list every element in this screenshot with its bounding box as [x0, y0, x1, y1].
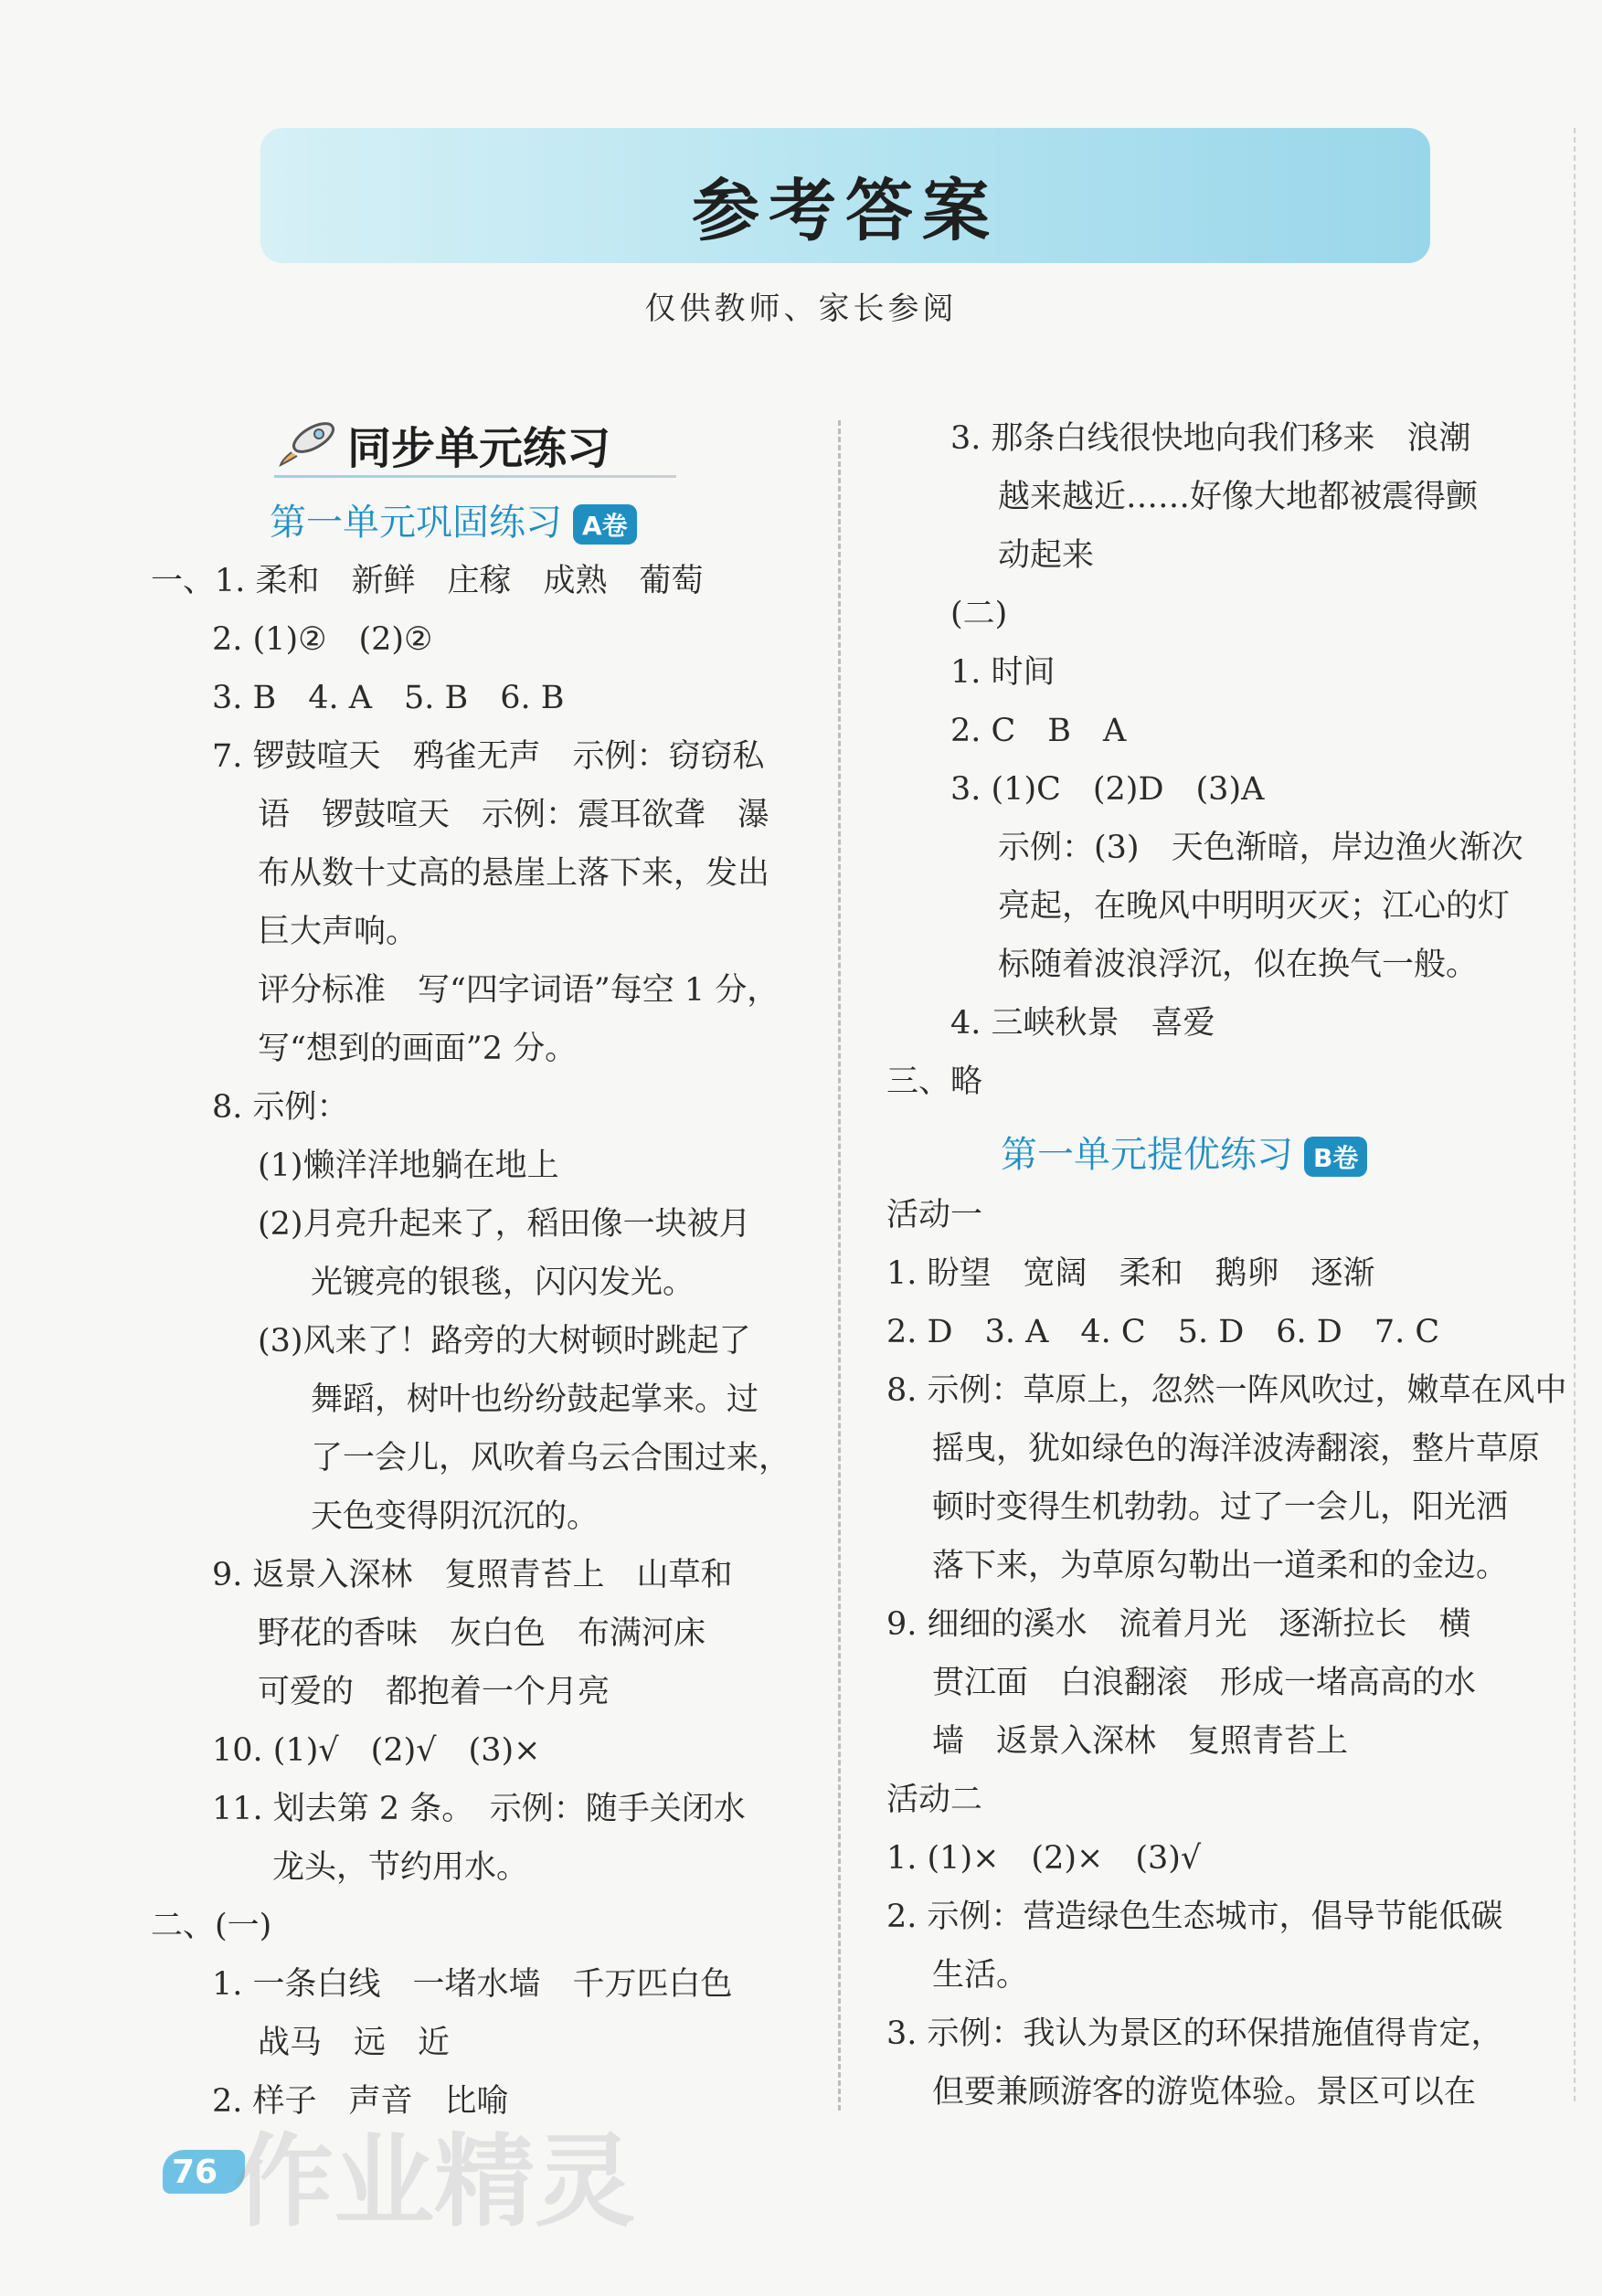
- left-line-16: 了一会儿，风吹着乌云合围过来，: [311, 1440, 791, 1476]
- right-line-27: 3. 示例：我认为景区的环保措施值得肯定，: [886, 2016, 1503, 2052]
- right-line-8: 示例：(3) 天色渐暗，岸边渔火渐次: [998, 830, 1523, 866]
- unit-a-heading: [270, 493, 637, 545]
- left-line-13: 光镀亮的银毯，闪闪发光。: [311, 1264, 695, 1301]
- page-title: 参考答案: [692, 172, 999, 250]
- left-line-20: 可爱的 都抱着一个月亮: [258, 1674, 610, 1710]
- right-line-7: 3. (1)C (2)D (3)A: [950, 771, 1265, 808]
- left-line-22: 11. 划去第 2 条。 示例：随手关闭水: [212, 1791, 746, 1827]
- left-line-4: 7. 锣鼓喧天 鸦雀无声 示例：窃窃私: [212, 738, 765, 775]
- right-line-24: 1. (1)× (2)× (3)√: [886, 1840, 1202, 1877]
- right-line-3: 动起来: [998, 537, 1095, 574]
- right-line-23: 活动二: [886, 1782, 983, 1818]
- unit-a-title: 第一单元巩固练习: [270, 502, 562, 544]
- right-line-20: 9. 细细的溪水 流着月光 逐渐拉长 横: [886, 1606, 1471, 1643]
- left-line-19: 野花的香味 灰白色 布满河床: [258, 1615, 706, 1652]
- right-line-4: (二): [950, 596, 1008, 632]
- title-banner: [260, 128, 1430, 263]
- right-line-10: 标随着波浪浮沉，似在换气一般。: [998, 947, 1479, 983]
- right-line-6: 2. C B A: [950, 713, 1127, 749]
- right-line-11: 4. 三峡秋景 喜爱: [950, 1005, 1215, 1042]
- watermark: 作业精灵: [233, 2123, 635, 2240]
- left-line-2: 2. (1)② (2)②: [212, 621, 433, 658]
- left-line-11: (1)懒洋洋地躺在地上: [258, 1148, 559, 1184]
- right-line-13: 活动一: [886, 1197, 983, 1233]
- left-line-6: 布从数十丈高的悬崖上落下来，发出: [258, 855, 770, 892]
- right-line-2: 越来越近……好像大地都被震得颤: [998, 479, 1479, 515]
- unit-b-title: 第一单元提优练习: [1001, 1134, 1293, 1176]
- right-line-25: 2. 示例：营造绿色生态城市，倡导节能低碳: [886, 1899, 1503, 1935]
- section-underline: [274, 475, 676, 478]
- left-line-8: 评分标准 写“四字词语”每空 1 分，: [258, 972, 780, 1009]
- left-line-12: (2)月亮升起来了，稻田像一块被月: [258, 1206, 751, 1243]
- left-line-14: (3)风来了！路旁的大树顿时跳起了: [258, 1323, 751, 1360]
- page-subtitle: 仅供教师、家长参阅: [644, 291, 958, 327]
- right-line-5: 1. 时间: [950, 654, 1056, 691]
- right-line-21: 贯江面 白浪翻滚 形成一堵高高的水: [932, 1665, 1477, 1701]
- unit-b-heading: [1001, 1126, 1367, 1178]
- right-line-19: 落下来，为草原勾勒出一道柔和的金边。: [932, 1548, 1509, 1584]
- right-line-26: 生活。: [932, 1957, 1029, 1994]
- left-line-7: 巨大声响。: [258, 914, 419, 950]
- right-line-9: 亮起，在晚风中明明灭灭；江心的灯: [998, 888, 1511, 925]
- left-line-10: 8. 示例：: [212, 1089, 349, 1126]
- right-line-16: 8. 示例：草原上，忽然一阵风吹过，嫩草在风中: [886, 1372, 1567, 1409]
- right-line-17: 摇曳，犹如绿色的海洋波涛翻滚，整片草原: [932, 1431, 1541, 1467]
- right-line-28: 但要兼顾游客的游览体验。景区可以在: [932, 2074, 1477, 2111]
- right-line-14: 1. 盼望 宽阔 柔和 鹅卵 逐渐: [886, 1255, 1375, 1292]
- left-line-21: 10. (1)√ (2)√ (3)×: [212, 1732, 541, 1769]
- column-divider: [838, 420, 841, 2111]
- left-line-5: 语 锣鼓喧天 示例：震耳欲聋 瀑: [258, 797, 770, 833]
- rocket-icon: [279, 416, 339, 471]
- right-line-12: 三、略: [886, 1063, 983, 1100]
- right-line-1: 3. 那条白线很快地向我们移来 浪潮: [950, 420, 1471, 457]
- left-line-24: 二、(一): [151, 1908, 272, 1944]
- left-line-17: 天色变得阴沉沉的。: [311, 1498, 599, 1535]
- unit-b-badge: B卷: [1304, 1137, 1367, 1177]
- margin-divider: [1574, 128, 1575, 2101]
- left-line-23: 龙头，节约用水。: [272, 1849, 529, 1886]
- left-line-25: 1. 一条白线 一堵水墙 千万匹白色: [212, 1966, 733, 2003]
- left-line-15: 舞蹈，树叶也纷纷鼓起掌来。过: [311, 1381, 759, 1418]
- right-line-18: 顿时变得生机勃勃。过了一会儿，阳光洒: [932, 1489, 1509, 1526]
- left-line-26: 战马 远 近: [258, 2025, 451, 2061]
- left-line-1: 一、1. 柔和 新鲜 庄稼 成熟 葡萄: [151, 563, 704, 599]
- section-title: 同步单元练习: [347, 423, 611, 474]
- right-line-22: 墙 返景入深林 复照青苔上: [932, 1723, 1349, 1760]
- left-line-27: 2. 样子 声音 比喻: [212, 2083, 509, 2120]
- left-line-9: 写“想到的画面”2 分。: [258, 1031, 578, 1067]
- right-line-15: 2. D 3. A 4. C 5. D 6. D 7. C: [886, 1314, 1440, 1350]
- left-line-3: 3. B 4. A 5. B 6. B: [212, 680, 565, 716]
- page-number: 76: [172, 2153, 218, 2191]
- unit-a-badge: A卷: [573, 504, 637, 545]
- left-line-18: 9. 返景入深林 复照青苔上 山草和: [212, 1557, 733, 1593]
